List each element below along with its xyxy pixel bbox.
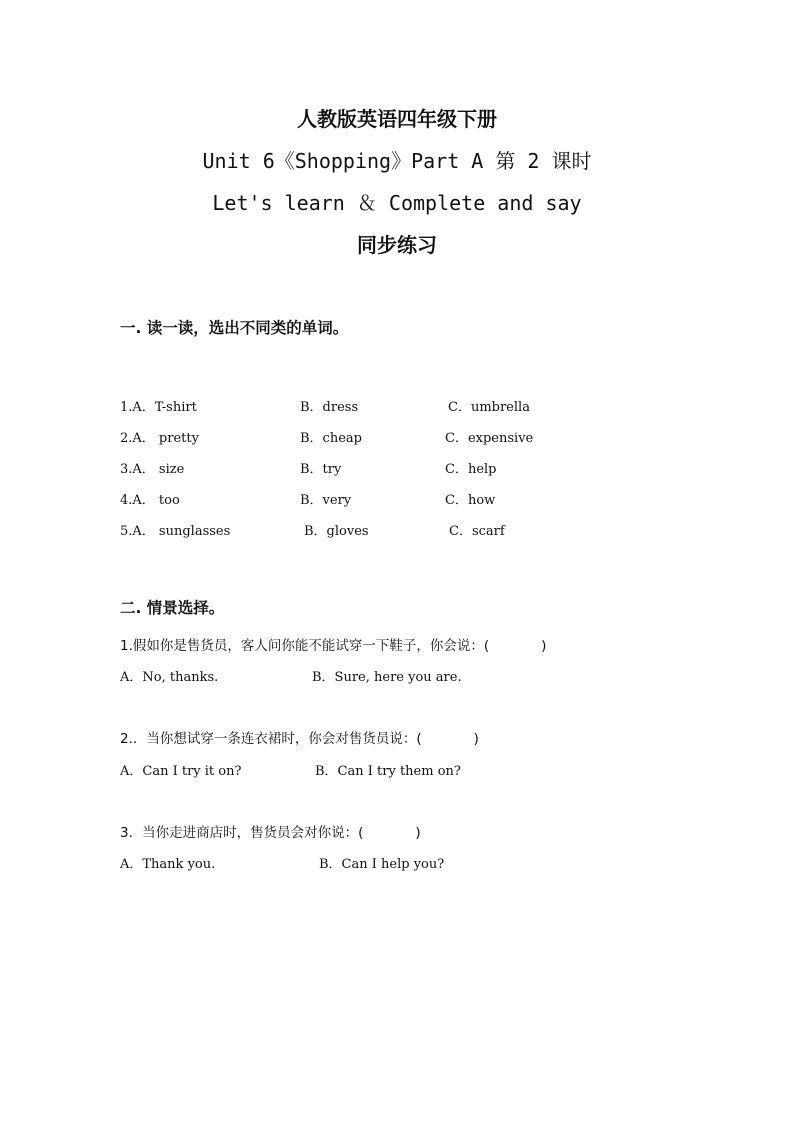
option-b: B．gloves bbox=[304, 524, 369, 539]
document-header bbox=[0, 98, 794, 266]
option-b: B．Sure, here you are. bbox=[312, 670, 462, 685]
option-c: C．expensive bbox=[445, 431, 534, 446]
option-b: B．cheap bbox=[300, 431, 362, 446]
blank-close: ) bbox=[473, 731, 479, 747]
blank-close: ) bbox=[541, 638, 547, 654]
option-c: C．help bbox=[445, 462, 497, 477]
option-a: A．Thank you. bbox=[120, 857, 216, 872]
option-c: C．scarf bbox=[449, 524, 505, 539]
unit-title: Unit 6《Shopping》Part A 第 2 课时 bbox=[202, 149, 592, 173]
option-a: 4.A． too bbox=[120, 493, 180, 508]
option-b: B．dress bbox=[300, 400, 359, 415]
option-b: B．very bbox=[300, 493, 352, 508]
option-a: A．Can I try it on? bbox=[120, 764, 242, 779]
exercise-title: 同步练习 bbox=[357, 233, 437, 257]
option-a: A．No, thanks. bbox=[120, 670, 219, 685]
option-c: C．umbrella bbox=[448, 400, 530, 415]
question-prompt: 1.假如你是售货员，客人问你能不能试穿一下鞋子，你会说：( bbox=[120, 638, 490, 654]
blank-close: ) bbox=[415, 825, 421, 841]
option-a: 2.A． pretty bbox=[120, 431, 199, 446]
section2-question-2 bbox=[120, 727, 479, 747]
section2-question-1 bbox=[120, 634, 546, 654]
option-a: 3.A． size bbox=[120, 462, 185, 477]
section2-heading: 二. 情景选择。 bbox=[120, 599, 225, 617]
question-prompt: 3．当你走进商店时，售货员会对你说：( bbox=[120, 825, 364, 841]
option-b: B．Can I help you? bbox=[319, 857, 445, 872]
section1-heading: 一. 读一读，选出不同类的单词。 bbox=[120, 319, 349, 337]
lesson-title: Let's learn ＆ Complete and say bbox=[212, 191, 582, 215]
section2-question-3 bbox=[120, 821, 421, 841]
option-a: 1.A．T-shirt bbox=[120, 400, 197, 415]
option-b: B．Can I try them on? bbox=[315, 764, 461, 779]
document-title: 人教版英语四年级下册 bbox=[297, 107, 497, 131]
option-c: C．how bbox=[445, 493, 496, 508]
option-b: B．try bbox=[300, 462, 342, 477]
question-prompt: 2.．当你想试穿一条连衣裙时，你会对售货员说：( bbox=[120, 731, 422, 747]
option-a: 5.A． sunglasses bbox=[120, 524, 231, 539]
